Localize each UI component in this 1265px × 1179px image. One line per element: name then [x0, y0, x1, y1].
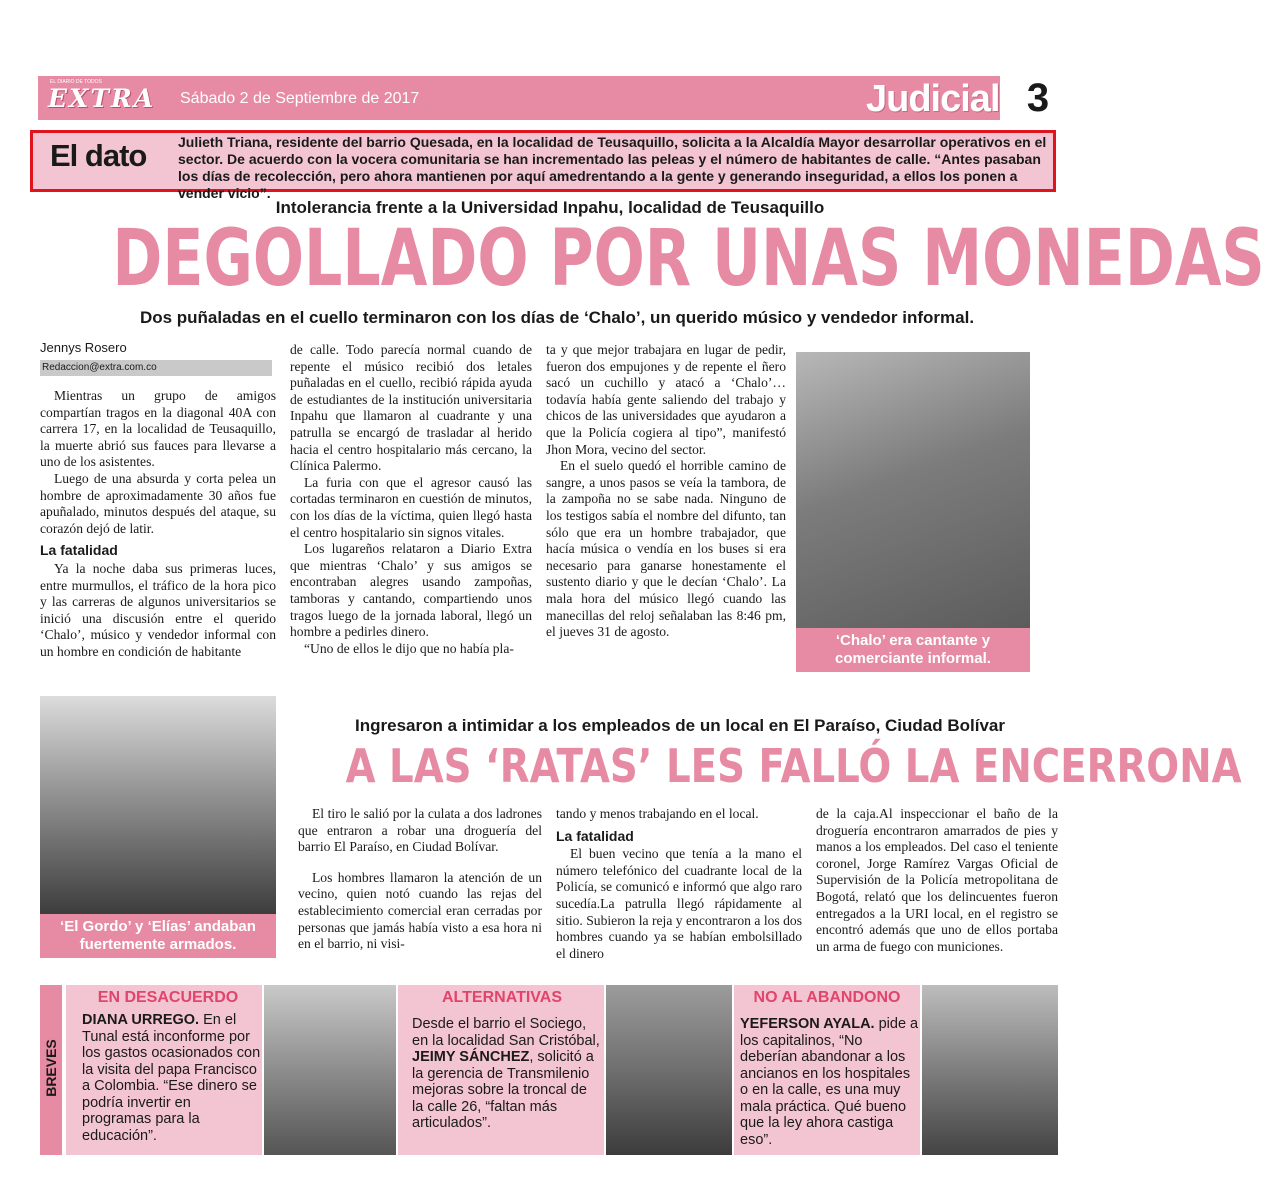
paragraph: Mientras un grupo de amigos compartían tragos en la diagonal 40A con carrera 17, en la localidad de Teusaquillo, la muerte abrió sus fauces para llevarse a uno de los asistentes. — [40, 388, 276, 470]
breve-name: YEFERSON AYALA. — [740, 1016, 875, 1032]
byline-email: Redaccion@extra.com.co — [40, 360, 272, 376]
diana-urrego-photo — [264, 985, 396, 1155]
suspects-photo — [40, 696, 276, 914]
paragraph: El buen vecino que tenía a la mano el número telefónico del cuadrante local de la Policía, se comunicó e informó que algo raro sucedía.La patrulla llegó rápidamente al sitio. Subieron la reja y encontraron a los dos hombres cuando ya se habían embolsillado el dinero — [556, 846, 802, 961]
breve-title: NO AL ABANDONO — [753, 989, 901, 1006]
story1-column-2 — [290, 342, 532, 657]
paragraph: Los hombres llamaron la atención de un vecino, quien notó cuando las rejas del establecimiento comercial eran cerradas por personas que jamás había visto a esa hora ni en el barrio, ni visi- — [298, 869, 542, 952]
paragraph: En el suelo quedó el horrible camino de sangre, a unos pasos se veía la tambora, de la zampoña no se sabe nada. Ninguno de los testigos sabía el nombre del difunto, tan sólo que era un hombre trabajador, que hacía música o vendía en los buses si era necesario para ganarse honestamente el sustento diario y que le decían ‘Chalo’. La mala hora del músico llegó cuando las manecillas del reloj señalaban las 8:46 pm, el jueves 31 de agosto. — [546, 458, 786, 640]
jeimy-sanchez-photo — [606, 985, 732, 1155]
photo-caption: ‘Chalo’ era cantante y comerciante informal. — [796, 628, 1030, 672]
dato-label: El dato — [50, 138, 147, 173]
story1-column-1 — [40, 388, 276, 661]
breve-name: JEIMY SÁNCHEZ — [412, 1049, 530, 1065]
story1-kicker: Intolerancia frente a la Universidad Inpahu, localidad de Teusaquillo — [275, 198, 825, 217]
chalo-stretcher-photo — [796, 352, 1030, 628]
breve-body: , solicitó a la gerencia de Transmilenio mejoras sobre la troncal de la calle 26, “faltan más articulados”. — [412, 1049, 594, 1131]
section-name: Judicial — [866, 78, 1000, 120]
paragraph: Los lugareños relataron a Diario Extra que mientras ‘Chalo’ y sus amigos se encontraban alegres usando zampoñas, tamboras y cantando, compartiendo unos tragos luego de la jornada laboral, llegó un hombre a pedirles dinero. — [290, 541, 532, 640]
breve-text — [740, 1016, 920, 1148]
photo-caption: ‘El Gordo’ y ‘Elías’ andaban fuertemente armados. — [40, 914, 276, 958]
page-number: 3 — [1026, 76, 1050, 120]
subhead: La fatalidad — [556, 827, 634, 844]
story2-kicker: Ingresaron a intimidar a los empleados de un local en El Paraíso, Ciudad Bolívar — [355, 716, 1005, 735]
breve-body: En el Tunal está inconforme por los gastos ocasionados con la visita del papa Francisco a Colombia. “Ese dinero se podría invertir en programas para la educación”. — [82, 1012, 261, 1144]
paragraph: tando y menos trabajando en el local. — [556, 806, 759, 821]
issue-date: Sábado 2 de Septiembre de 2017 — [180, 90, 420, 107]
story2-column-2 — [556, 806, 802, 962]
breve-title: ALTERNATIVAS — [442, 989, 562, 1006]
story1-headline: DEGOLLADO POR UNAS MONEDAS — [112, 212, 1265, 304]
byline-author: Jennys Rosero — [40, 340, 127, 355]
story1-column-3 — [546, 342, 786, 641]
story2-headline: A LAS ‘RATAS’ LES FALLÓ LA ENCERRONA — [345, 740, 1242, 794]
subhead: La fatalidad — [40, 542, 118, 559]
yeferson-ayala-photo — [922, 985, 1058, 1155]
paragraph: “Uno de ellos le dijo que no había pla- — [304, 640, 514, 656]
newspaper-logo: EXTRA — [48, 84, 156, 113]
breve-body: pide a los capitalinos, “No deberían abandonar a los ancianos en los hospitales o en la calle, es una muy mala práctica. Qué bueno que la ley ahora castiga eso”. — [740, 1016, 919, 1148]
story2-column-1 — [298, 806, 542, 953]
paragraph: Luego de una absurda y corta pelea un hombre de aproximadamente 30 años fue apuñalado, minutos después del ataque, su corazón dejó de latir. — [40, 470, 276, 536]
breve-text — [82, 1012, 262, 1144]
story1-deck: Dos puñaladas en el cuello terminaron con los días de ‘Chalo’, un querido músico y vendedor informal. — [139, 308, 975, 327]
breve-text — [412, 1016, 602, 1132]
paragraph: de la caja.Al inspeccionar el baño de la droguería encontraron amarrados de pies y manos a los empleados. Del caso el teniente coronel, Jorge Ramírez Vargas Oficial de Supervisión de la Policía metropolitana de Bogotá, relató que los delincuentes fueron entregados a la URI local, en el registro se encontró además que uno de ellos portaba un arma de fuego con municiones. — [816, 806, 1058, 954]
dato-text: Julieth Triana, residente del barrio Quesada, en la localidad de Teusaquillo, solicita a la Alcaldía Mayor desarrollar operativos en el sector. De acuerdo con la vocera comunitaria se han incrementado las peleas y el número de habitantes de calle. “Antes pasaban los días de recolección, pero ahora mantienen por aquí amedrentando a la gente y generando inseguridad, a ellos los ponen a vender vicio”. — [178, 134, 1047, 201]
paragraph: ta y que mejor trabajara en lugar de pedir, fueron dos empujones y de repente el ñero sacó un cuchillo y atacó a ‘Chalo’… todavía había gente saliendo del trabajo y chicos de las universidades que ayudaron a que la Policía cogiera al tipo”, manifestó Jhon Mora, vecino del sector. — [546, 342, 786, 457]
story2-column-3 — [816, 806, 1058, 955]
paragraph: La furia con que el agresor causó las cortadas terminaron en cuestión de minutos, con los días de la víctima, quien llegó hasta el centro hospitalario sin signos vitales. — [290, 474, 532, 540]
paragraph: Ya la noche daba sus primeras luces, entre murmullos, el tráfico de la hora pico y las carreras de algunos universitarios se inició una discusión entre el querido ‘Chalo’, músico y vendedor informal con un hombre en condición de habitante — [40, 560, 276, 659]
breve-body: Desde el barrio el Sociego, en la localidad San Cristóbal, — [412, 1016, 600, 1049]
paragraph: de calle. Todo parecía normal cuando de repente el músico recibió dos letales puñaladas en el cuello, recibió rápida ayuda de estudiantes de la institución universitaria Inpahu que llamaron al cuadrante y una patrulla se encargó de trasladar al herido hacia el centro hospitalario más cercano, la Clínica Palermo. — [290, 342, 532, 474]
breves-label: BREVES — [43, 1039, 59, 1097]
breve-name: DIANA URREGO. — [82, 1012, 200, 1028]
breve-title: EN DESACUERDO — [97, 989, 239, 1006]
paragraph: El tiro le salió por la culata a dos ladrones que entraron a robar una droguería del barrio El Paraíso, en Ciudad Bolívar. — [298, 806, 542, 855]
logo-tagline: EL DIARIO DE TODOS — [50, 79, 102, 85]
